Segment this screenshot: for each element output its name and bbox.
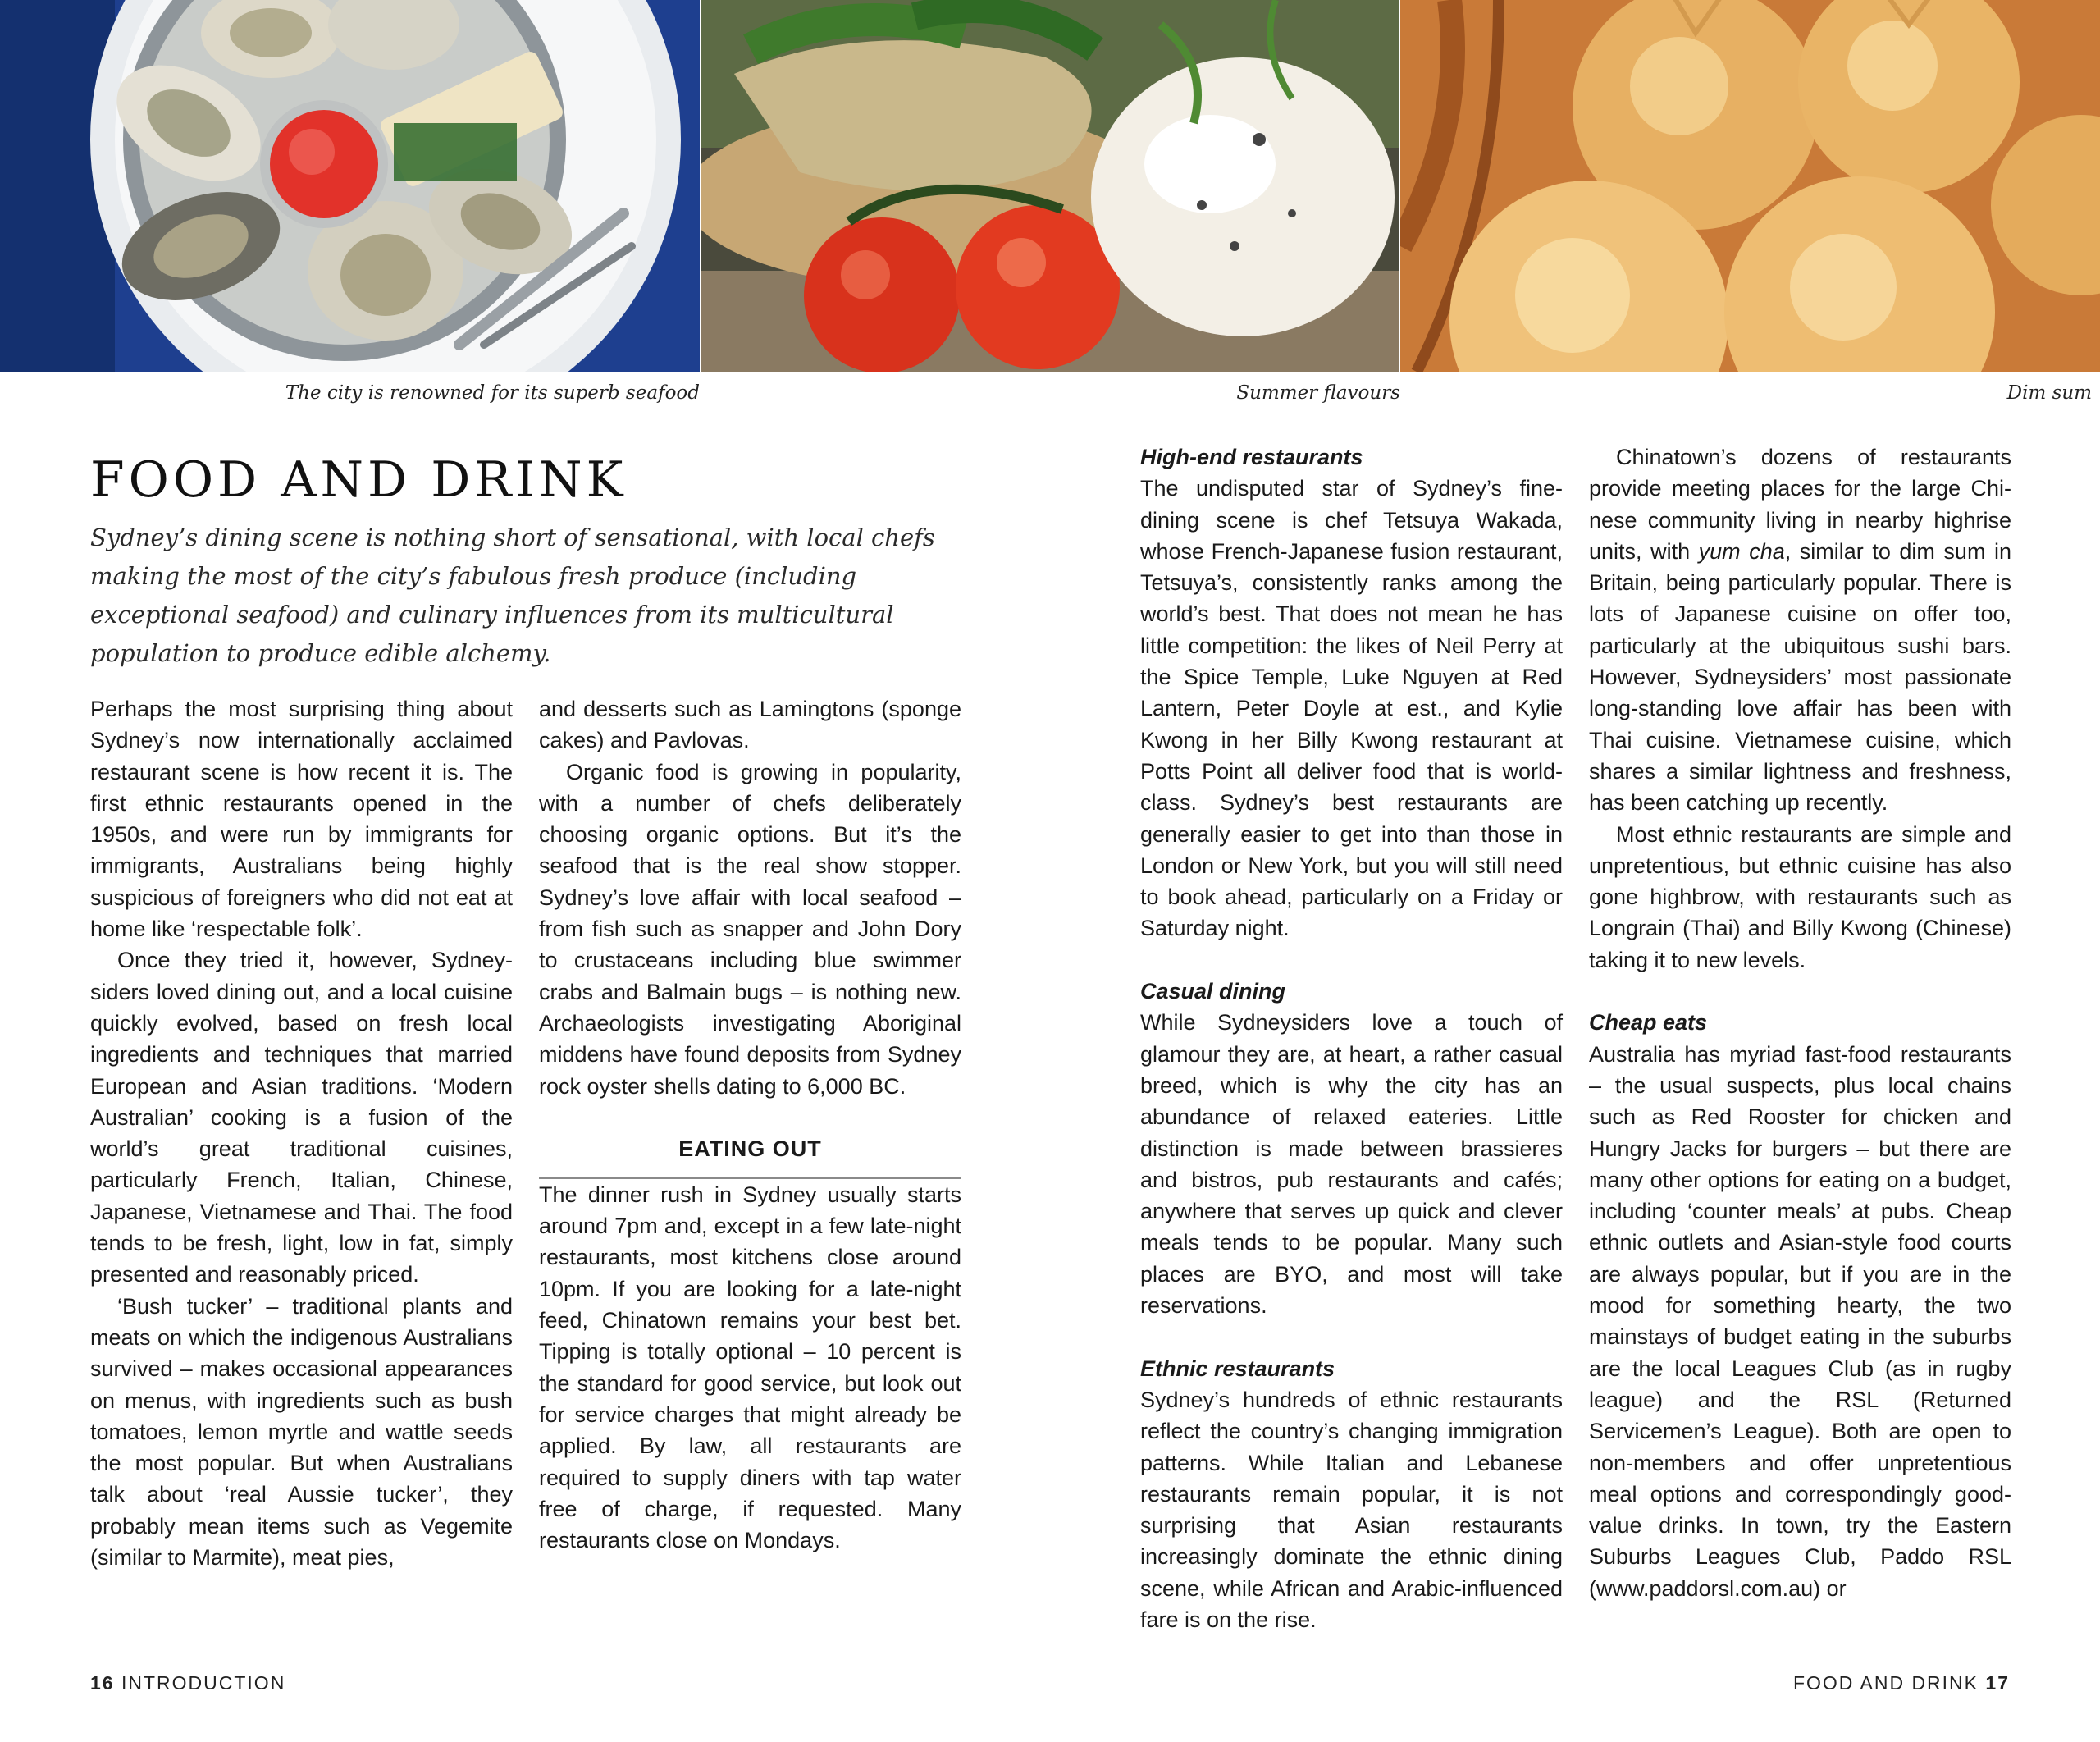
running-head-right: FOOD AND DRINK <box>1792 1672 1979 1694</box>
paragraph: Perhaps the most surprising thing about Sydney’s now internationally acclaimed restaurant scene is how recent it is. The first ethnic restaurants opened in the 1950s, and were run by immigrants for immigrants, Australians being highly suspicious of foreigners who did not eat at home like ‘respectable folk’. <box>90 697 513 942</box>
eating-out-text: The dinner rush in Sydney usually starts around 7pm and, except in a few late-night restaurants, most kitchens close around 10pm. If you are looking for a late-night feed, Chinatown remains your best bet. Tipping is totally optional – 10 percent is the standard for good service, but look out for service charges that might already be applied. By law, all restaurants are required to supply diners with tap water free of charge, if requested. Many restaurants close on Mondays. <box>539 1182 961 1553</box>
paragraph-chinatown: Chinatown’s dozens of restaurants provide meeting places for the large Chinese community living in nearby highrise units, with yum cha, similar to dim sum in Britain, being particularly popular. There is lots of Japanese cuisine on offer too, particularly at the ubiquitous sushi bars. However, Sydneysiders’ most passionate long-standing love affair has been with Thai cuisine. Vietnamese cuisine, which shares a similar lightness and freshness, has been catching up recently. <box>1589 445 2011 816</box>
footer-right <box>1793 1672 2010 1694</box>
column-3 <box>1140 441 1563 1635</box>
paragraph: ‘Bush tucker’ – traditional plants and meats on which the indigenous Australians survived – makes occasional appearances on menus, with ingredients such as bush tomatoes, lemon myrtle and wattle seeds the most popular. But when Australians talk about ‘real Aussie tucker’, they probably mean items such as Vegemite (similar to Marmite), meat pies, <box>90 1293 513 1571</box>
caption-seafood: The city is renowned for its superb seafood <box>285 382 700 404</box>
paragraph: Once they tried it, however, Sydneysiders loved dining out, and a local cuisine quickly evolved, based on fresh local ingredients and techniques that married European and Asian traditions. ‘Modern Australian’ cooking is a fusion of the world’s great traditional cuisines, particularly French, Italian, Chinese, Japanese, Vietnamese and Thai. The food tends to be fresh, light, low in fat, simply presented and reasonably priced. <box>90 948 513 1287</box>
page-number-right: 17 <box>1985 1672 2010 1694</box>
column-2 <box>539 693 961 1556</box>
caption-summer-flavours: Summer flavours <box>1236 382 1400 404</box>
paragraph: Sydney’s hundreds of ethnic restaurants reflect the country’s changing immigration patterns. While Italian and Lebanese restaurants remain popular, it is not surprising that Asian restaurants increasingly dominate the ethnic dining scene, while African and Arabic-influenced fare is on the rise. <box>1140 1387 1563 1632</box>
running-head-left: INTRODUCTION <box>121 1672 286 1694</box>
article-title: FOOD AND DRINK <box>90 451 628 509</box>
paragraph: Australia has myriad fast-food restaurants – the usual suspects, plus local chains such as Red Rooster for chicken and Hungry Jacks for burgers – but there are many other options for eating on a budget, including ‘counter meals’ at pubs. Cheap ethnic outlets and Asian-style food courts are always popular, but if you are in the mood for something hearty, the two mainstays of budget eating in the suburbs are the local Leagues Club (as in rugby league) and the RSL (Returned Servicemen’s League). Both are open to non-members and offer unpretentious meal options and correspondingly good-value drinks. In town, try the Eastern Suburbs Leagues Club, Paddo RSL (www.paddorsl.com.au) or <box>1589 1041 2011 1601</box>
eating-out-heading: EATING OUT <box>539 1133 961 1179</box>
paragraph: The undisputed star of Sydney’s fine-dining scene is chef Tetsuya Wakada, whose French-Japanese fusion restaurant, Tetsuya’s, consistently ranks among the world’s best. That does not mean he has little competition: the likes of Neil Perry at the Spice Temple, Luke Nguyen at Red Lantern, Peter Doyle at est., and Kylie Kwong in her Billy Kwong restaurant at Potts Point all deliver food that is world-class. Sydney’s best restaurants are generally easier to get into than those in London or New York, but you will still need to book ahead, particularly on a Friday or Saturday night. <box>1140 476 1563 941</box>
caption-dim-sum: Dim sum <box>2006 382 2092 404</box>
paragraph: Most ethnic restaurants are simple and unpretentious, but ethnic cuisine has also gone highbrow, with restaurants such as Longrain (Thai) and Billy Kwong (Chinese) taking it to new levels. <box>1589 821 2011 972</box>
page-number-left: 16 <box>90 1672 115 1694</box>
section-heading-casual: Casual dining <box>1140 979 1286 1004</box>
paragraph: and desserts such as Lamingtons (sponge cakes) and Pavlovas. <box>539 697 961 753</box>
footer-left <box>90 1672 285 1694</box>
yum-cha-term: yum cha <box>1698 538 1785 564</box>
photo-dim-sum <box>1400 0 2100 372</box>
paragraph: Organic food is growing in popularity, with a number of chefs deliberately choosing organic options. But it’s the seafood that is the real show stopper. Sydney’s love affair with local seafood – from fish such as snapper and John Dory to crustaceans including blue swimmer crabs and Balmain bugs – is nothing new. Archaeologists investigating Aboriginal middens have found deposits from Sydney rock oyster shells dating to 6,000 BC. <box>539 759 961 1099</box>
article-intro: Sydney’s dining scene is nothing short of sensational, with local chefs making the most of the city’s fabulous fresh produce (including exceptional seafood) and culinary influences from its multicultural population to produce edible alchemy. <box>90 524 935 667</box>
column-4 <box>1589 441 2011 1604</box>
column-1 <box>90 693 513 1573</box>
section-heading-high-end: High-end restaurants <box>1140 445 1363 469</box>
section-heading-ethnic: Ethnic restaurants <box>1140 1356 1335 1381</box>
photo-summer-flavours <box>701 0 1399 372</box>
section-heading-cheap-eats: Cheap eats <box>1589 1010 1708 1036</box>
paragraph: While Sydneysiders love a touch of glamour they are, at heart, a rather casual breed, which is why the city has an abundance of relaxed eateries. Little distinction is made between brassieres and bistros, pub restaurants and cafés; anywhere that serves up quick and clever meals tends to be popular. Many such places are BYO, and most will take reservations. <box>1140 1010 1563 1319</box>
photo-seafood <box>0 0 700 372</box>
